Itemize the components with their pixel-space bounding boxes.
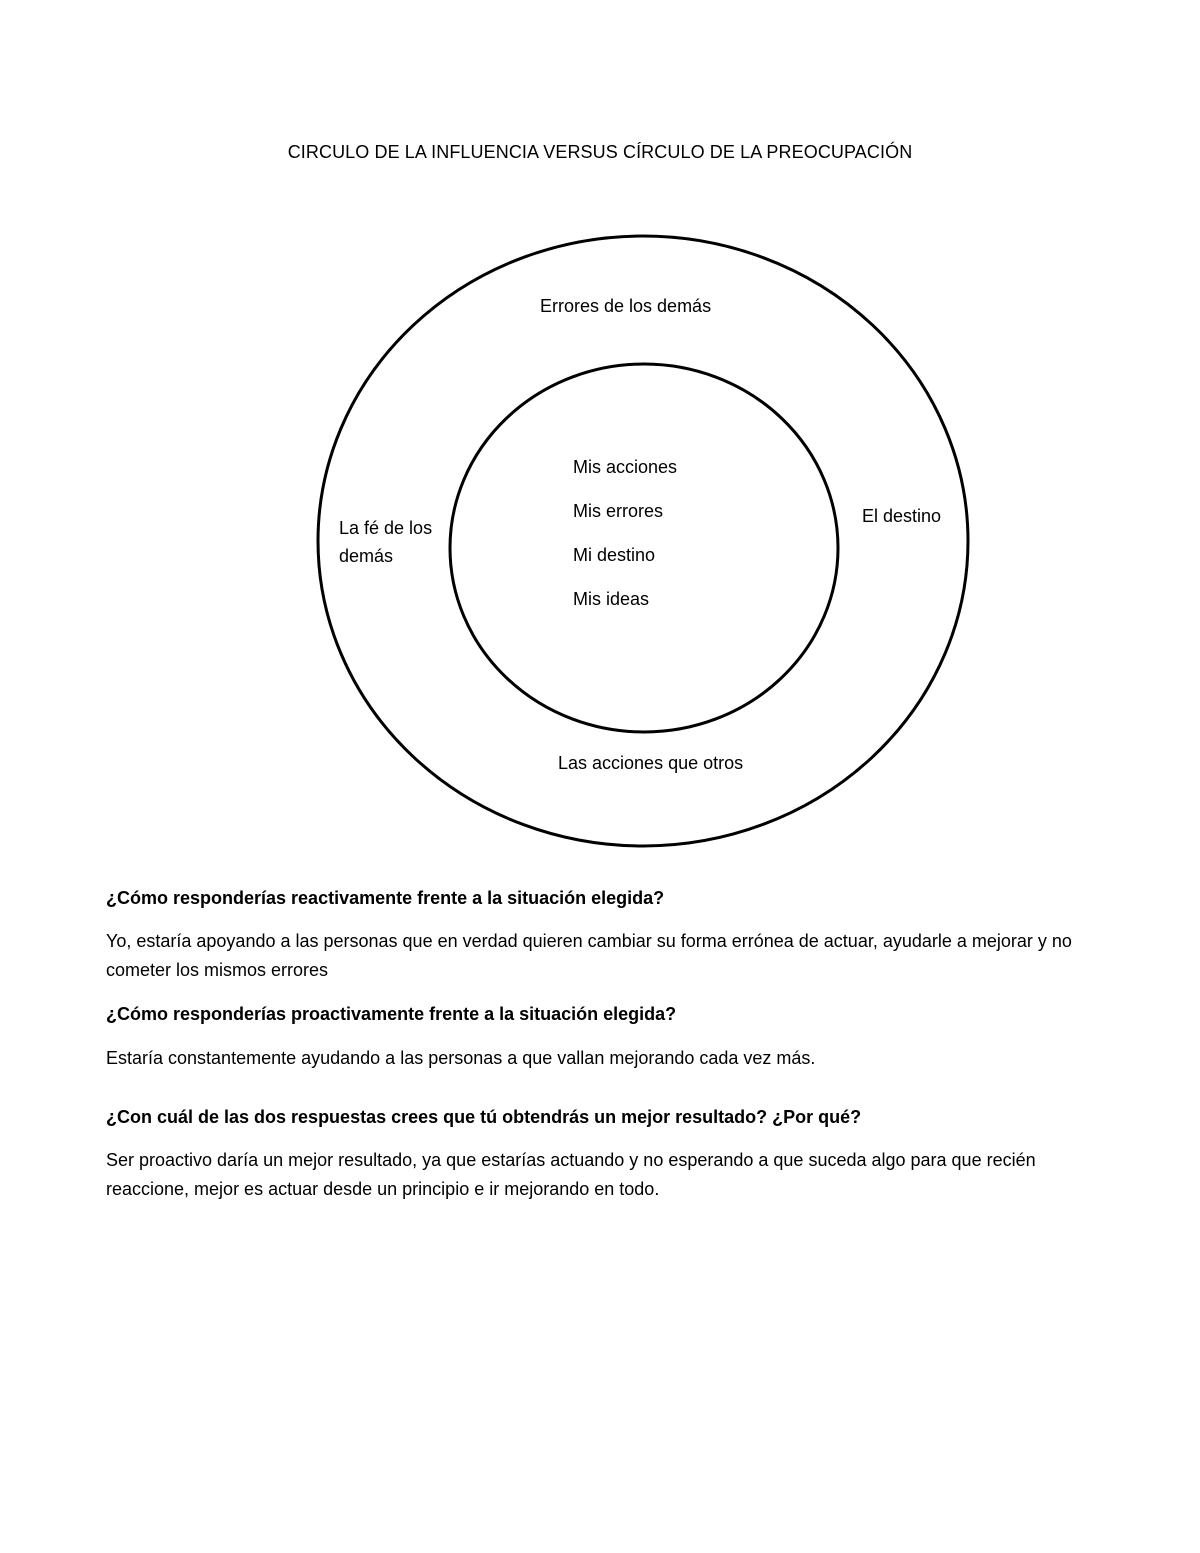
concern-label-bottom: Las acciones que otros — [558, 753, 744, 773]
question-better-result: ¿Con cuál de las dos respuestas crees que tú obtendrás un mejor resultado? ¿Por qué? — [106, 1107, 862, 1127]
influence-item: Mis errores — [573, 501, 664, 521]
answer-reactive: Yo, estaría apoyando a las personas que en verdad quieren cambiar su forma errónea de actuar, ayudarle a mejorar y no cometer los mismos errores — [106, 931, 1072, 980]
influence-items — [573, 453, 677, 629]
concern-label-top: Errores de los demás — [540, 296, 712, 316]
document-title: CIRCULO DE LA INFLUENCIA VERSUS CÍRCULO DE LA PREOCUPACIÓN — [287, 142, 913, 162]
influence-item: Mi destino — [573, 545, 656, 565]
concern-label-right: El destino — [862, 506, 942, 526]
influence-item: Mis ideas — [573, 589, 650, 609]
question-reactive: ¿Cómo responderías reactivamente frente a la situación elegida? — [106, 888, 665, 908]
influence-item: Mis acciones — [573, 457, 678, 477]
answer-proactive: Estaría constantemente ayudando a las personas a que vallan mejorando cada vez más. — [106, 1048, 816, 1068]
concern-label-left: La fé de los demás — [339, 518, 433, 566]
question-proactive: ¿Cómo responderías proactivamente frente a la situación elegida? — [106, 1004, 677, 1024]
answer-better-result: Ser proactivo daría un mejor resultado, ya que estarías actuando y no esperando a que suceda algo para que recién reaccione, mejor es actuar desde un principio e ir mejorando en todo. — [106, 1150, 1036, 1199]
